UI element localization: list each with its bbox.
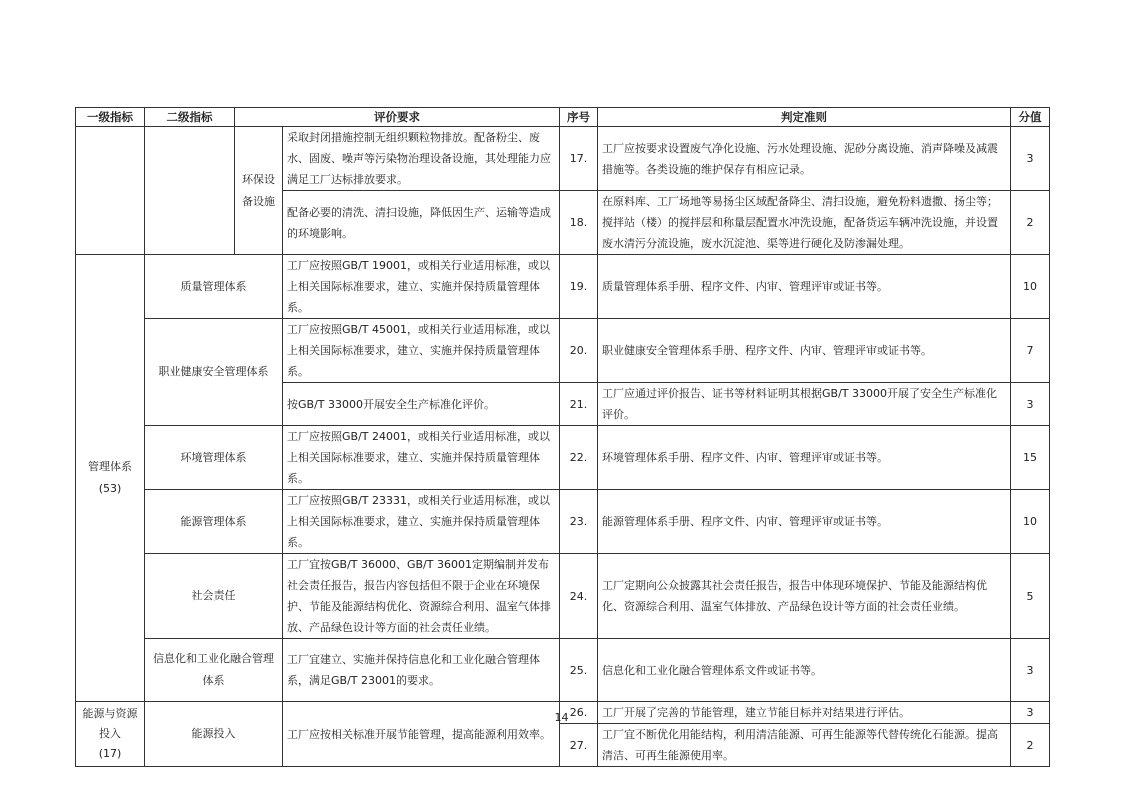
row-number: 22. — [560, 426, 598, 490]
criterion-cell: 工厂开展了完善的节能管理，建立节能目标并对结果进行评估。 — [598, 702, 1011, 724]
row-number: 27. — [560, 724, 598, 767]
row-number: 24. — [560, 554, 598, 639]
header-requirement: 评价要求 — [235, 108, 560, 127]
requirement-cell: 工厂应按照GB/T 24001，或相关行业适用标准，或以上相关国际标准要求，建立、实施并保持质量管理体系。 — [283, 426, 560, 490]
env-mgmt-label: 环境管理体系 — [145, 426, 283, 490]
score-cell: 7 — [1011, 319, 1050, 383]
energy-input-score: (17) — [98, 747, 122, 760]
criterion-cell: 能源管理体系手册、程序文件、内审、管理评审或证书等。 — [598, 490, 1011, 554]
criterion-cell: 在原料库、工厂场地等易扬尘区域配备降尘、清扫设施，避免粉料遗撒、扬尘等；搅拌站（楼）的搅拌层和称量层配置水冲洗设施，配备货运车辆冲洗设施，并设置废水清污分流设施，废水沉淀池、渠等进行硬化及防渗漏处理。 — [598, 191, 1011, 255]
score-cell: 3 — [1011, 127, 1050, 191]
table-header-row — [76, 108, 1050, 127]
criterion-cell: 工厂宜不断优化用能结构，利用清洁能源、可再生能源等代替传统化石能源。提高清洁、可再生能源使用率。 — [598, 724, 1011, 767]
ohs-mgmt-label: 职业健康安全管理体系 — [145, 319, 283, 426]
score-cell: 10 — [1011, 255, 1050, 319]
level2-cell-empty — [145, 127, 235, 255]
energy-mgmt-label: 能源管理体系 — [145, 490, 283, 554]
energy-input-label: 能源与资源投入 — [82, 707, 138, 740]
requirement-cell: 工厂应按照GB/T 19001，或相关行业适用标准，或以上相关国际标准要求，建立、实施并保持质量管理体系。 — [283, 255, 560, 319]
table-row — [76, 554, 1050, 639]
table-row — [76, 426, 1050, 490]
score-cell: 3 — [1011, 639, 1050, 702]
criterion-cell: 质量管理体系手册、程序文件、内审、管理评审或证书等。 — [598, 255, 1011, 319]
score-cell: 2 — [1011, 724, 1050, 767]
row-number: 20. — [560, 319, 598, 383]
row-number: 21. — [560, 383, 598, 426]
requirement-cell: 工厂宜建立、实施并保持信息化和工业化融合管理体系，满足GB/T 23001的要求。 — [283, 639, 560, 702]
requirement-cell: 配备必要的清洗、清扫设施，降低因生产、运输等造成的环境影响。 — [283, 191, 560, 255]
row-number: 25. — [560, 639, 598, 702]
table-row — [76, 127, 1050, 191]
row-number: 18. — [560, 191, 598, 255]
page-number: 14 — [554, 711, 569, 724]
requirement-cell: 工厂应按照GB/T 23331，或相关行业适用标准，或以上相关国际标准要求，建立、实施并保持质量管理体系。 — [283, 490, 560, 554]
header-level1: 一级指标 — [76, 108, 145, 127]
energy-input-sub-label: 能源投入 — [145, 702, 283, 767]
criterion-cell: 职业健康安全管理体系手册、程序文件、内审、管理评审或证书等。 — [598, 319, 1011, 383]
score-cell: 3 — [1011, 702, 1050, 724]
header-criterion: 判定准则 — [598, 108, 1011, 127]
criterion-cell: 工厂应通过评价报告、证书等材料证明其根据GB/T 33000开展了安全生产标准化评价。 — [598, 383, 1011, 426]
score-cell: 5 — [1011, 554, 1050, 639]
header-level2: 二级指标 — [145, 108, 235, 127]
evaluation-table — [75, 107, 1050, 767]
score-cell: 3 — [1011, 383, 1050, 426]
table-row — [76, 319, 1050, 383]
table-row — [76, 255, 1050, 319]
header-score: 分值 — [1011, 108, 1050, 127]
mgmt-system-cell — [76, 255, 145, 702]
criterion-cell: 信息化和工业化融合管理体系文件或证书等。 — [598, 639, 1011, 702]
mgmt-system-label: 管理体系 — [88, 460, 132, 473]
csr-label: 社会责任 — [145, 554, 283, 639]
criterion-cell: 工厂应按要求设置废气净化设施、污水处理设施、泥砂分离设施、消声降噪及减震措施等。各类设施的维护保存有相应记录。 — [598, 127, 1011, 191]
criterion-cell: 环境管理体系手册、程序文件、内审、管理评审或证书等。 — [598, 426, 1011, 490]
requirement-cell: 工厂应按相关标准开展节能管理，提高能源利用效率。 — [283, 702, 560, 767]
env-facility-label: 环保设备设施 — [235, 127, 283, 255]
quality-mgmt-label: 质量管理体系 — [145, 255, 283, 319]
score-cell: 15 — [1011, 426, 1050, 490]
score-cell: 10 — [1011, 490, 1050, 554]
row-number: 17. — [560, 127, 598, 191]
row-number: 23. — [560, 490, 598, 554]
header-number: 序号 — [560, 108, 598, 127]
row-number: 26. — [560, 702, 598, 724]
mgmt-system-score: (53) — [98, 482, 122, 495]
criterion-cell: 工厂定期向公众披露其社会责任报告，报告中体现环境保护、节能及能源结构优化、资源综合利用、温室气体排放、产品绿色设计等方面的社会责任业绩。 — [598, 554, 1011, 639]
requirement-cell: 采取封闭措施控制无组织颗粒物排放。配备粉尘、废水、固废、噪声等污染物治理设备设施，其处理能力应满足工厂达标排放要求。 — [283, 127, 560, 191]
table-row — [76, 639, 1050, 702]
requirement-cell: 工厂应按照GB/T 45001，或相关行业适用标准，或以上相关国际标准要求，建立、实施并保持质量管理体系。 — [283, 319, 560, 383]
requirement-cell: 按GB/T 33000开展安全生产标准化评价。 — [283, 383, 560, 426]
it-integration-label: 信息化和工业化融合管理体系 — [145, 639, 283, 702]
row-number: 19. — [560, 255, 598, 319]
requirement-cell: 工厂宜按GB/T 36000、GB/T 36001定期编制并发布社会责任报告，报告内容包括但不限于企业在环境保护、节能及能源结构优化、资源综合利用、温室气体排放、产品绿色设计等方面的社会责任业绩。 — [283, 554, 560, 639]
level1-cell-empty — [76, 127, 145, 255]
score-cell: 2 — [1011, 191, 1050, 255]
table-row — [76, 490, 1050, 554]
